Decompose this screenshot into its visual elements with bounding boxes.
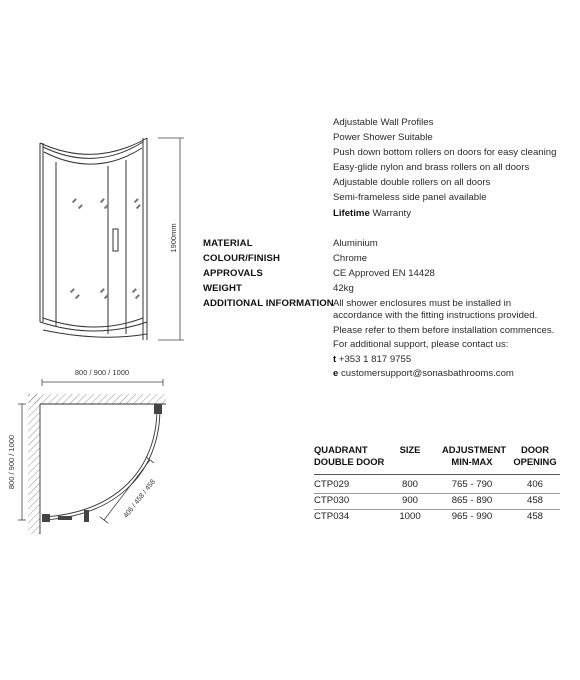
spec-value: All shower enclosures must be installed in (333, 298, 512, 309)
spec-label: MATERIAL (203, 238, 253, 249)
side-wall (28, 394, 40, 534)
spec-label: COLOUR/FINISH (203, 253, 280, 264)
cell-adjustment: 765 - 790 (451, 479, 493, 490)
cell-door: 458 (526, 511, 543, 522)
cell-size: 800 (401, 479, 418, 490)
feature-item: Adjustable double rollers on all doors (333, 177, 491, 189)
feature-item: Push down bottom rollers on doors for easy cleaning (333, 147, 557, 159)
table-rule (314, 474, 560, 475)
back-wall (28, 394, 166, 404)
spec-value: Aluminium (333, 238, 378, 249)
phone-prefix: t (333, 353, 337, 365)
cell-size: 1000 (399, 511, 421, 522)
table-row (304, 493, 560, 509)
spec-value: Chrome (333, 253, 368, 264)
warranty-bold: Lifetime (333, 207, 370, 219)
table-header (304, 444, 560, 474)
enclosure-frame (40, 138, 147, 340)
depth-label: 800 / 900 / 1000 (7, 434, 16, 490)
spec-label: WEIGHT (203, 283, 242, 294)
elevation-drawing (0, 0, 200, 350)
spec-label: APPROVALS (203, 268, 263, 279)
cell-adjustment: 965 - 990 (451, 511, 493, 522)
feature-item: Power Shower Suitable (333, 132, 433, 144)
cell-code: CTP029 (314, 479, 350, 490)
info-line: accordance with the fitting instructions provided. (333, 310, 538, 321)
header-door-opening: DOOR OPENING (513, 444, 557, 467)
spec-label: ADDITIONAL INFORMATION (203, 298, 334, 309)
table-row (304, 477, 560, 493)
width-dimension-line (42, 379, 163, 386)
info-line: Please refer to them before installation commences. (333, 324, 555, 336)
email-prefix: e (333, 368, 339, 379)
door-opening-label: 406 / 458 / 458 (122, 478, 157, 520)
email-address[interactable]: customersupport@sonasbathrooms.com (338, 368, 514, 379)
warranty-line (333, 206, 556, 221)
phone-line (333, 353, 554, 368)
additional-information (333, 309, 554, 382)
cell-code: CTP034 (314, 511, 350, 522)
feature-item: Easy-glide nylon and brass rollers on all doors (333, 162, 530, 174)
table-row (304, 509, 560, 525)
cell-adjustment: 865 - 890 (451, 495, 493, 506)
cell-door: 458 (526, 495, 543, 506)
warranty-rest: Warranty (369, 207, 412, 219)
feature-item: Adjustable Wall Profiles (333, 117, 434, 128)
cell-door: 406 (526, 479, 543, 490)
plan-drawing (0, 360, 200, 550)
cell-code: CTP030 (314, 495, 350, 506)
info-line: For additional support, please contact us: (333, 339, 509, 350)
header-product: QUADRANT DOUBLE DOOR (314, 444, 385, 467)
feature-item: Semi-frameless side panel available (333, 192, 487, 204)
email-line (333, 367, 554, 382)
glass-reflection-marks (70, 198, 141, 299)
height-label: 1900mm (169, 223, 178, 253)
spec-value: 42kg (333, 283, 354, 294)
cell-size: 900 (401, 495, 418, 506)
depth-dimension-line (18, 404, 26, 520)
enclosure-plan-outline (40, 404, 166, 534)
phone-number: +353 1 817 9755 (336, 353, 412, 365)
header-size: SIZE (399, 444, 421, 455)
header-adjustment: ADJUSTMENT MIN-MAX (442, 444, 507, 467)
spec-value: CE Approved EN 14428 (333, 268, 435, 279)
product-table (304, 444, 560, 525)
width-label: 800 / 900 / 1000 (74, 368, 130, 377)
features-list (333, 115, 556, 221)
